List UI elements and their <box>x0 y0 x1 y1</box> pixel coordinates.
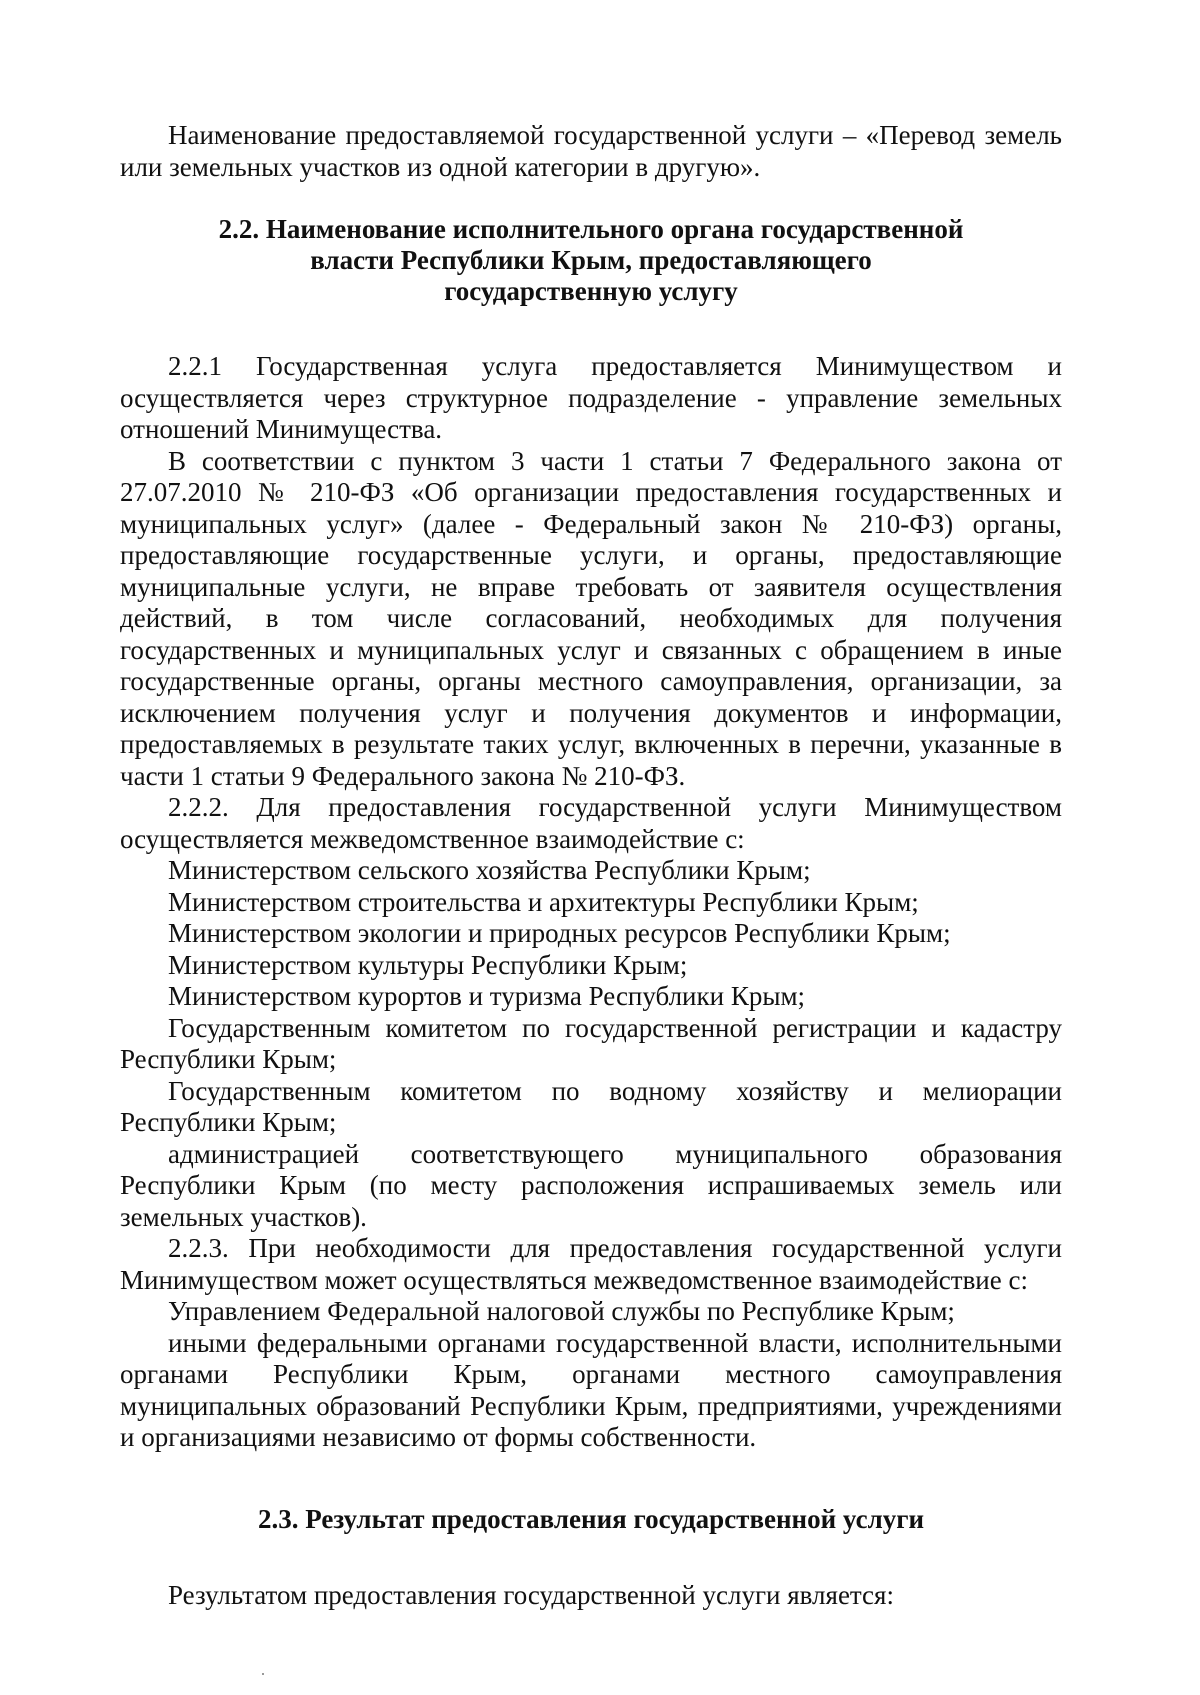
list-item-resorts-ministry: Министерством курортов и туризма Республики Крым; <box>168 981 806 1011</box>
list-item-ecology-ministry: Министерством экологии и природных ресурсов Республики Крым; <box>168 918 951 948</box>
section-2-2-heading-line-1: 2.2. Наименование исполнительного органа государственной <box>218 214 964 244</box>
list-item-agriculture-ministry: Министерством сельского хозяйства Республики Крым; <box>168 855 811 885</box>
section-2-2-heading-line-2: власти Республики Крым, предоставляющего <box>310 245 872 275</box>
document-page <box>120 120 1062 1611</box>
list-item-culture-ministry: Министерством культуры Республики Крым; <box>168 949 688 980</box>
list-item-construction-ministry: Министерством строительства и архитектуры Республики Крым; <box>168 886 919 917</box>
list-item-registration-committee: Государственным комитетом по государственной регистрации и кадастру Республики Крым; <box>120 1012 1062 1074</box>
paragraph-2-2-3: 2.2.3. При необходимости для предоставления государственной услуги Минимуществом может осуществляться межведомственное взаимодействие с: <box>120 1233 1062 1295</box>
section-2-2-heading <box>120 214 1062 307</box>
list-item-other-authorities: иными федеральными органами государственной власти, исполнительными органами Республики Крым, органами местного самоуправления муниципальных образований Республики Крым, предприятиями, учреждениями и организациями независимо от формы собственности. <box>120 1327 1062 1452</box>
scan-speck <box>262 1673 264 1675</box>
list-item-water-committee: Государственным комитетом по водному хозяйству и мелиорации Республики Крым; <box>120 1075 1062 1137</box>
paragraph-federal-law: В соответствии с пунктом 3 части 1 статьи 7 Федерального закона от 27.07.2010 № 210-ФЗ «Об организации предоставления государственных и муниципальных услуг» (далее - Федеральный закон № 210-ФЗ) органы, предоставляющие государственные услуги, и органы, предоставляющие муниципальные услуги, не вправе требовать от заявителя осуществления действий, в том числе согласований, необходимых для получения государственных и муниципальных услуг и связанных с обращением в иные государственные органы, органы местного самоуправления, организации, за исключением получения услуг и получения документов и информации, предоставляемых в результате таких услуг, включенных в перечни, указанные в части 1 статьи 9 Федерального закона № 210-ФЗ. <box>120 445 1062 791</box>
intro-paragraph: Наименование предоставляемой государственной услуги – «Перевод земель или земельных участков из одной категории в другую». <box>120 120 1062 182</box>
section-2-2-heading-line-3: государственную услугу <box>444 276 738 306</box>
paragraph-2-2-1: 2.2.1 Государственная услуга предоставляется Минимуществом и осуществляется через структурное подразделение - управление земельных отношений Минимущества. <box>120 351 1062 444</box>
list-item-municipal-administration: администрацией соответствующего муниципального образования Республики Крым (по месту расположения испрашиваемых земель или земельных участков). <box>120 1138 1062 1232</box>
paragraph-result: Результатом предоставления государственной услуги является: <box>168 1579 894 1610</box>
paragraph-2-2-2: 2.2.2. Для предоставления государственной услуги Минимуществом осуществляется межведомственное взаимодействие с: <box>120 792 1062 854</box>
section-2-3-heading: 2.3. Результат предоставления государственной услуги <box>257 1503 925 1534</box>
list-item-tax-service: Управлением Федеральной налоговой службы по Республике Крым; <box>168 1296 955 1326</box>
